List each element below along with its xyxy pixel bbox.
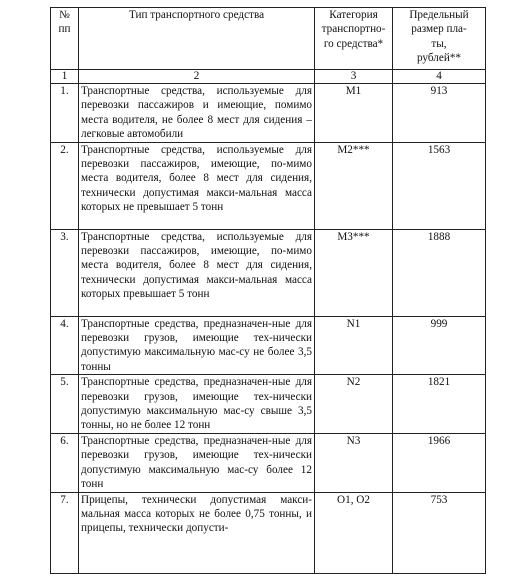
row-fee: 913 — [393, 84, 486, 143]
row-number: 2. — [51, 142, 79, 229]
table-row — [51, 316, 486, 375]
row-fee: 1888 — [393, 229, 486, 316]
row-category: O1, O2 — [315, 492, 393, 573]
row-category: M1 — [315, 84, 393, 143]
row-category: N1 — [315, 316, 393, 375]
column-index-cell: 4 — [393, 70, 486, 84]
row-fee: 999 — [393, 316, 486, 375]
row-category: N3 — [315, 433, 393, 492]
column-index-row — [51, 70, 486, 84]
row-fee: 1966 — [393, 433, 486, 492]
row-vehicle-type: Транспортные средства, предназначен-ные для перевозки грузов, имеющие тех-нически допустимую максимальную мас-су не более 3,5 тонны — [79, 316, 315, 375]
table-row — [51, 433, 486, 492]
table-row — [51, 229, 486, 316]
row-vehicle-type: Транспортные средства, используемые для перевозки пассажиров, имеющие, по-мимо места водителя, более 8 мест для сидения, технически допустимая макси-мальная масса которых не превышает 5 тонн — [79, 142, 315, 229]
row-number: 3. — [51, 229, 79, 316]
table-header-row — [51, 8, 486, 70]
row-vehicle-type: Транспортные средства, используемые для перевозки пассажиров и имеющие, помимо места водителя, не более 8 мест для сидения – легковые автомобили — [79, 84, 315, 143]
column-index-cell: 3 — [315, 70, 393, 84]
row-vehicle-type: Транспортные средства, предназначен-ные для перевозки грузов, имеющие тех-нически допустимую максимальную мас-су свыше 3,5 тонны, но не более 12 тонн — [79, 375, 315, 434]
header-fee-text: Предельный размер пла- ты, рублей** — [409, 9, 469, 65]
header-number — [51, 8, 79, 70]
row-number: 1. — [51, 84, 79, 143]
row-category: M3*** — [315, 229, 393, 316]
row-number: 4. — [51, 316, 79, 375]
table-row — [51, 492, 486, 573]
header-vehicle-type — [79, 8, 315, 70]
table-row — [51, 375, 486, 434]
header-number-text: № пп — [58, 9, 71, 36]
table-row — [51, 84, 486, 143]
row-number: 6. — [51, 433, 79, 492]
row-category: M2*** — [315, 142, 393, 229]
table-row — [51, 142, 486, 229]
column-index-cell: 2 — [79, 70, 315, 84]
row-fee: 1821 — [393, 375, 486, 434]
header-fee — [393, 8, 486, 70]
header-category — [315, 8, 393, 70]
row-number: 7. — [51, 492, 79, 573]
fee-table — [50, 7, 486, 574]
header-category-text: Категория транспортно- го средства* — [321, 9, 386, 50]
row-vehicle-type: Транспортные средства, используемые для перевозки пассажиров, имеющие, по-мимо места водителя, более 8 мест для сидения, технически допустимая макси-мальная масса которых превышает 5 тонн — [79, 229, 315, 316]
row-fee: 1563 — [393, 142, 486, 229]
row-category: N2 — [315, 375, 393, 434]
row-number: 5. — [51, 375, 79, 434]
row-vehicle-type: Прицепы, технически допустимая макси-мальная масса которых не более 0,75 тонны, и прицепы, технически допусти- — [79, 492, 315, 573]
row-fee: 753 — [393, 492, 486, 573]
header-vehicle-type-text: Тип транспортного средства — [128, 9, 265, 21]
row-vehicle-type: Транспортные средства, предназначен-ные для перевозки грузов, имеющие тех-нически допустимую максимальную мас-су более 12 тонн — [79, 433, 315, 492]
column-index-cell: 1 — [51, 70, 79, 84]
